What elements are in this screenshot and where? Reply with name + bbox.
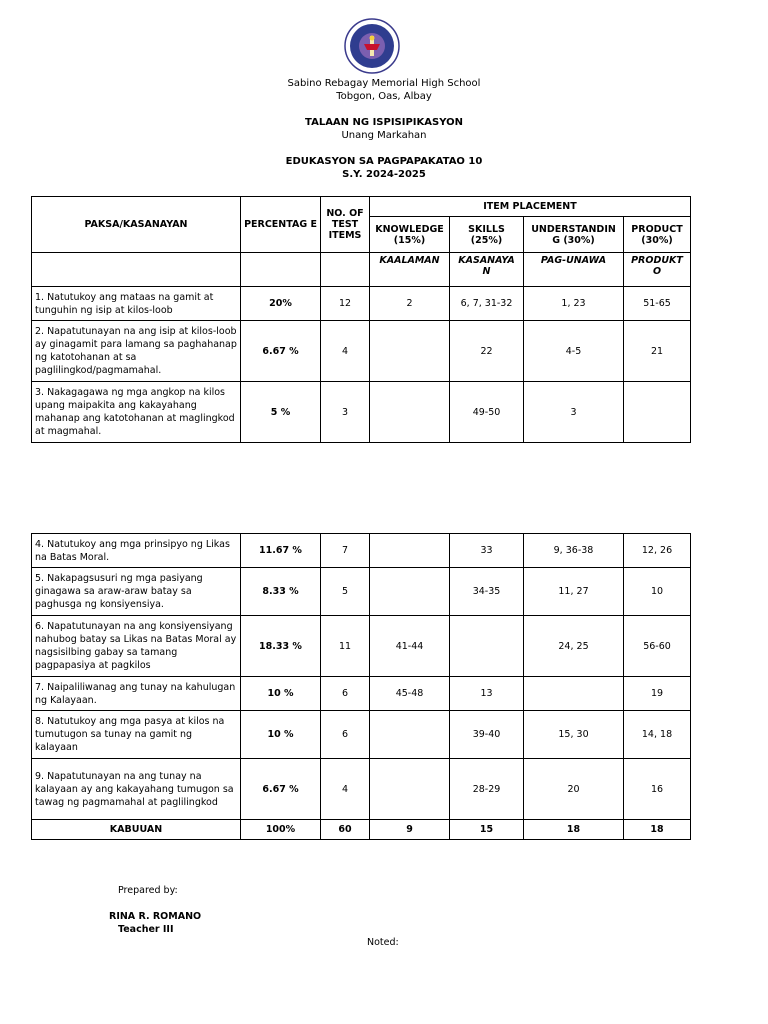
row-product: 10 bbox=[624, 568, 691, 616]
school-year: S.Y. 2024-2025 bbox=[342, 169, 426, 180]
row-skills bbox=[450, 616, 524, 677]
row-knowledge bbox=[370, 321, 450, 382]
row-product: 16 bbox=[624, 759, 691, 820]
empty-cell bbox=[321, 253, 370, 287]
document-title: TALAAN NG ISPISIPIKASYON bbox=[305, 117, 463, 128]
table-row bbox=[32, 616, 691, 677]
row-percentage: 5 % bbox=[241, 382, 321, 443]
row-percentage: 18.33 % bbox=[241, 616, 321, 677]
row-topic: 9. Napatutunayan na ang tunay na kalayaan ay ang kakayahang tumugon sa tawag ng pagmamahal at paglilingkod bbox=[32, 759, 241, 820]
total-understanding: 18 bbox=[524, 820, 624, 840]
table-row bbox=[32, 287, 691, 321]
school-address: Tobgon, Oas, Albay bbox=[336, 91, 432, 102]
row-skills: 49-50 bbox=[450, 382, 524, 443]
total-skills: 15 bbox=[450, 820, 524, 840]
row-skills: 13 bbox=[450, 677, 524, 711]
row-knowledge bbox=[370, 759, 450, 820]
prepared-by-label: Prepared by: bbox=[118, 885, 178, 896]
table-row bbox=[32, 534, 691, 568]
row-understanding: 11, 27 bbox=[524, 568, 624, 616]
empty-cell bbox=[32, 253, 241, 287]
row-num-items: 12 bbox=[321, 287, 370, 321]
row-understanding: 4-5 bbox=[524, 321, 624, 382]
table-row bbox=[32, 321, 691, 382]
row-skills: 22 bbox=[450, 321, 524, 382]
row-topic: 4. Natutukoy ang mga prinsipyo ng Likas na Batas Moral. bbox=[32, 534, 241, 568]
row-percentage: 6.67 % bbox=[241, 759, 321, 820]
header-understanding: UNDERSTANDIN G (30%) bbox=[524, 217, 624, 253]
total-label: KABUUAN bbox=[32, 820, 241, 840]
row-knowledge bbox=[370, 382, 450, 443]
header-pag-unawa: PAG-UNAWA bbox=[524, 253, 624, 287]
row-product: 19 bbox=[624, 677, 691, 711]
row-topic: 7. Naipaliliwanag ang tunay na kahulugan ng Kalayaan. bbox=[32, 677, 241, 711]
row-num-items: 5 bbox=[321, 568, 370, 616]
table-row bbox=[32, 382, 691, 443]
row-percentage: 10 % bbox=[241, 711, 321, 759]
row-product bbox=[624, 382, 691, 443]
row-knowledge: 2 bbox=[370, 287, 450, 321]
row-num-items: 7 bbox=[321, 534, 370, 568]
preparer-name: RINA R. ROMANO bbox=[109, 911, 202, 922]
row-percentage: 11.67 % bbox=[241, 534, 321, 568]
quarter-label: Unang Markahan bbox=[341, 130, 427, 141]
row-skills: 33 bbox=[450, 534, 524, 568]
row-topic: 1. Natutukoy ang mataas na gamit at tunguhin ng isip at kilos-loob bbox=[32, 287, 241, 321]
row-skills: 6, 7, 31-32 bbox=[450, 287, 524, 321]
row-product: 14, 18 bbox=[624, 711, 691, 759]
row-knowledge bbox=[370, 711, 450, 759]
total-product: 18 bbox=[624, 820, 691, 840]
row-topic: 6. Napatutunayan na ang konsiyensiyang nahubog batay sa Likas na Batas Moral ay nagsisilbing gabay sa tamang pagpapasiya at pagkilos bbox=[32, 616, 241, 677]
row-skills: 34-35 bbox=[450, 568, 524, 616]
table-row bbox=[32, 677, 691, 711]
table-row bbox=[32, 568, 691, 616]
header-num-items: NO. OF TEST ITEMS bbox=[321, 197, 370, 253]
row-product: 12, 26 bbox=[624, 534, 691, 568]
row-knowledge bbox=[370, 534, 450, 568]
row-understanding: 20 bbox=[524, 759, 624, 820]
specification-table-part2 bbox=[31, 533, 691, 840]
header-item-placement: ITEM PLACEMENT bbox=[370, 197, 691, 217]
row-product: 51-65 bbox=[624, 287, 691, 321]
row-understanding: 3 bbox=[524, 382, 624, 443]
row-product: 21 bbox=[624, 321, 691, 382]
row-skills: 39-40 bbox=[450, 711, 524, 759]
row-num-items: 4 bbox=[321, 759, 370, 820]
row-topic: 2. Napatutunayan na ang isip at kilos-loob ay ginagamit para lamang sa paghahanap ng katotohanan at sa paglilingkod/pagmamahal. bbox=[32, 321, 241, 382]
total-knowledge: 9 bbox=[370, 820, 450, 840]
row-understanding: 1, 23 bbox=[524, 287, 624, 321]
total-percentage: 100% bbox=[241, 820, 321, 840]
row-num-items: 11 bbox=[321, 616, 370, 677]
row-percentage: 20% bbox=[241, 287, 321, 321]
header-knowledge: KNOWLEDGE (15%) bbox=[370, 217, 450, 253]
row-percentage: 10 % bbox=[241, 677, 321, 711]
header-kaalaman: KAALAMAN bbox=[370, 253, 450, 287]
total-num-items: 60 bbox=[321, 820, 370, 840]
deped-seal-logo bbox=[344, 18, 400, 74]
header-percentage: PERCENTAG E bbox=[241, 197, 321, 253]
row-understanding bbox=[524, 677, 624, 711]
row-num-items: 4 bbox=[321, 321, 370, 382]
row-understanding: 9, 36-38 bbox=[524, 534, 624, 568]
table-row bbox=[32, 711, 691, 759]
empty-cell bbox=[241, 253, 321, 287]
header-produkto: PRODUKT O bbox=[624, 253, 691, 287]
header-kasanayan: KASANAYA N bbox=[450, 253, 524, 287]
row-skills: 28-29 bbox=[450, 759, 524, 820]
row-topic: 5. Nakapagsusuri ng mga pasiyang ginagawa sa araw-araw batay sa paghusga ng konsiyensiya. bbox=[32, 568, 241, 616]
noted-label: Noted: bbox=[367, 937, 399, 948]
row-percentage: 8.33 % bbox=[241, 568, 321, 616]
row-knowledge: 45-48 bbox=[370, 677, 450, 711]
row-topic: 8. Natutukoy ang mga pasya at kilos na tumutugon sa tunay na gamit ng kalayaan bbox=[32, 711, 241, 759]
row-product: 56-60 bbox=[624, 616, 691, 677]
school-name: Sabino Rebagay Memorial High School bbox=[287, 78, 481, 89]
row-knowledge bbox=[370, 568, 450, 616]
row-num-items: 6 bbox=[321, 677, 370, 711]
row-understanding: 24, 25 bbox=[524, 616, 624, 677]
row-percentage: 6.67 % bbox=[241, 321, 321, 382]
row-knowledge: 41-44 bbox=[370, 616, 450, 677]
row-num-items: 3 bbox=[321, 382, 370, 443]
table-row bbox=[32, 759, 691, 820]
specification-table-part1 bbox=[31, 196, 691, 443]
header-skills: SKILLS (25%) bbox=[450, 217, 524, 253]
row-understanding: 15, 30 bbox=[524, 711, 624, 759]
header-product: PRODUCT (30%) bbox=[624, 217, 691, 253]
preparer-position: Teacher III bbox=[118, 924, 174, 935]
subject-title: EDUKASYON SA PAGPAPAKATAO 10 bbox=[285, 156, 483, 167]
total-row bbox=[32, 820, 691, 840]
row-num-items: 6 bbox=[321, 711, 370, 759]
row-topic: 3. Nakagagawa ng mga angkop na kilos upang maipakita ang kakayahang mahanap ang katotohanan at maglingkod at magmahal. bbox=[32, 382, 241, 443]
header-topic: PAKSA/KASANAYAN bbox=[32, 197, 241, 253]
